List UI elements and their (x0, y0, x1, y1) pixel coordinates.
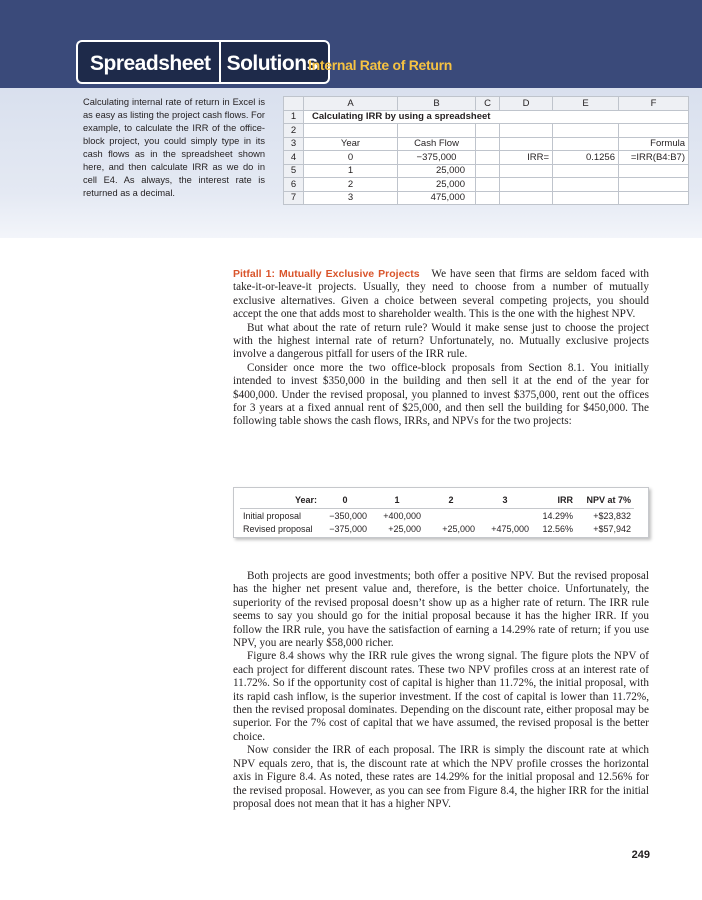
col-header-e: E (553, 97, 619, 111)
cell-value: −350,000 (329, 510, 367, 521)
cell (500, 191, 553, 205)
row-label: Revised proposal (243, 523, 313, 534)
table-row (240, 509, 634, 523)
cell-value: +25,000 (442, 523, 475, 534)
cell-f4: =IRR(B4:B7) (619, 151, 689, 165)
row-number: 1 (284, 110, 304, 124)
section-subtitle: Internal Rate of Return (308, 57, 453, 73)
cell-b4: −375,000 (398, 151, 476, 165)
cell-f3: Formula (619, 137, 689, 151)
cell (500, 137, 553, 151)
header-year-2: 2 (424, 493, 478, 509)
spreadsheet-row (284, 178, 689, 192)
cell-value: +400,000 (383, 510, 421, 521)
cell (553, 191, 619, 205)
cell-value (478, 509, 532, 523)
col-header-c: C (476, 97, 500, 111)
cell (553, 124, 619, 138)
cell (476, 164, 500, 178)
cell-value: −375,000 (329, 523, 367, 534)
cell-a3: Year (304, 137, 398, 151)
row-number: 4 (284, 151, 304, 165)
pitfall-p1-text: We have seen that firms are seldom faced with take-it-or-leave-it projects. Usually, they need to choose from a number of mutually exclusive alternatives. Given a choice between several competing projects, you should accept the one that adds most to shareholder wealth. This is the one with the highest NPV. (233, 268, 649, 321)
cell (476, 137, 500, 151)
cell (500, 164, 553, 178)
analysis-section (233, 570, 649, 811)
cell-npv: +$23,832 (593, 510, 631, 521)
table-row (240, 522, 634, 535)
analysis-paragraph-3: Now consider the IRR of each proposal. The IRR is simply the discount rate at which NPV equals zero, that is, the discount rate at which the NPV profile crosses the horizontal axis in Figure 8.4. As noted, these rates are 14.29% for the initial proposal and 12.56% for the revised proposal. However, as you can see from Figure 8.4, the higher IRR for the initial proposal does not mean that it has a higher NPV. (233, 744, 649, 810)
cell-value (424, 509, 478, 523)
spreadsheet-solutions-badge (76, 40, 330, 84)
cell-irr: 12.56% (542, 523, 573, 534)
cell-npv: +$57,942 (593, 523, 631, 534)
cell (619, 164, 689, 178)
spreadsheet-header-row (284, 97, 689, 111)
row-number: 3 (284, 137, 304, 151)
cash-flow-header-row (240, 493, 634, 509)
cell (476, 151, 500, 165)
spreadsheet-row (284, 191, 689, 205)
col-header-f: F (619, 97, 689, 111)
spreadsheet-row (284, 137, 689, 151)
cell (476, 124, 500, 138)
cell-value: +25,000 (388, 523, 421, 534)
header-npv: NPV at 7% (576, 493, 634, 509)
header-year-1: 1 (370, 493, 424, 509)
col-header-b: B (398, 97, 476, 111)
spreadsheet-row (284, 151, 689, 165)
header-year: Year: (240, 493, 320, 509)
pitfall-heading: Pitfall 1: Mutually Exclusive Projects (233, 268, 420, 280)
sidebar-text: Calculating internal rate of return in Excel is as easy as listing the project cash flows. For example, to calculate the IRR of the office-block project, you could simply type in its cash flows as in the spreadsheet shown here, and then calculate IRR as we do in cell E4. As always, the interest rate is returned as a decimal. (83, 97, 265, 198)
spreadsheet-row (284, 124, 689, 138)
row-number: 5 (284, 164, 304, 178)
cell (619, 178, 689, 192)
col-header-d: D (500, 97, 553, 111)
badge-left-text: Spreadsheet (76, 40, 219, 84)
page-number: 249 (631, 849, 650, 861)
cash-flow-table (233, 487, 649, 538)
spreadsheet-row (284, 110, 689, 124)
analysis-paragraph-1: Both projects are good investments; both offer a positive NPV. But the revised proposal has the higher net present value and, therefore, is the better choice. Unfortunately, the superiority of the revised proposal doesn’t show up as a higher rate of return. The IRR rule seems to say you should go for the initial proposal because it has the higher IRR. If you follow the IRR rule, you have the satisfaction of earning a 14.29% rate of return; if you use NPV, you are nearly $58,000 richer. (233, 570, 649, 650)
badge-right-text: Solutions (219, 40, 330, 84)
row-number: 2 (284, 124, 304, 138)
header-year-3: 3 (478, 493, 532, 509)
cell (619, 191, 689, 205)
corner-cell (284, 97, 304, 111)
cell-b6: 25,000 (398, 178, 476, 192)
header-irr: IRR (532, 493, 576, 509)
row-number: 6 (284, 178, 304, 192)
cell-a5: 1 (304, 164, 398, 178)
cell-e4: 0.1256 (553, 151, 619, 165)
pitfall-paragraph-1 (233, 268, 649, 322)
cell-d4: IRR= (500, 151, 553, 165)
cell (500, 124, 553, 138)
spreadsheet-row (284, 164, 689, 178)
cell-b7: 475,000 (398, 191, 476, 205)
pitfall-paragraph-3: Consider once more the two office-block proposals from Section 8.1. You initially intended to invest $350,000 in the building and then sell it at the end of the year for $400,000. Under the revised proposal, you planned to invest $375,000, rent out the offices for 3 years at a fixed annual rent of $25,000, and then sell the building for $450,000. The following table shows the cash flows, IRRs, and NPVs for the two projects: (233, 361, 649, 428)
cell (476, 178, 500, 192)
header-year-0: 0 (320, 493, 370, 509)
cell (304, 124, 398, 138)
spreadsheet-table (283, 96, 689, 205)
cell-value: +475,000 (491, 523, 529, 534)
cell (553, 178, 619, 192)
cell (553, 164, 619, 178)
analysis-paragraph-2: Figure 8.4 shows why the IRR rule gives the wrong signal. The figure plots the NPV of each project for different discount rates. These two NPV profiles cross at an interest rate of 11.72%. So if the opportunity cost of capital is higher than 11.72%, the initial proposal, with its rapid cash inflow, is the superior investment. If the cost of capital is lower than 11.72%, then the revised proposal dominates. Depending on the discount rate, either proposal may be superior. For the 7% cost of capital that we have assumed, the revised proposal is the better choice. (233, 650, 649, 743)
cell-a4: 0 (304, 151, 398, 165)
spreadsheet-title-cell: Calculating IRR by using a spreadsheet (304, 110, 689, 124)
pitfall-paragraph-2: But what about the rate of return rule? Would it make sense just to choose the project with the highest internal rate of return? Unfortunately, no. Mutually exclusive projects involve a dangerous pitfall for users of the IRR rule. (233, 321, 649, 361)
row-number: 7 (284, 191, 304, 205)
cell (476, 191, 500, 205)
cell (619, 124, 689, 138)
cell (553, 137, 619, 151)
cell-a6: 2 (304, 178, 398, 192)
cell-b3: Cash Flow (398, 137, 476, 151)
row-label: Initial proposal (243, 510, 302, 521)
cell (398, 124, 476, 138)
cash-flow-grid (240, 493, 634, 535)
col-header-a: A (304, 97, 398, 111)
cell-irr: 14.29% (542, 510, 573, 521)
pitfall-section (233, 268, 649, 429)
cell-b5: 25,000 (398, 164, 476, 178)
cell-a7: 3 (304, 191, 398, 205)
cell (500, 178, 553, 192)
